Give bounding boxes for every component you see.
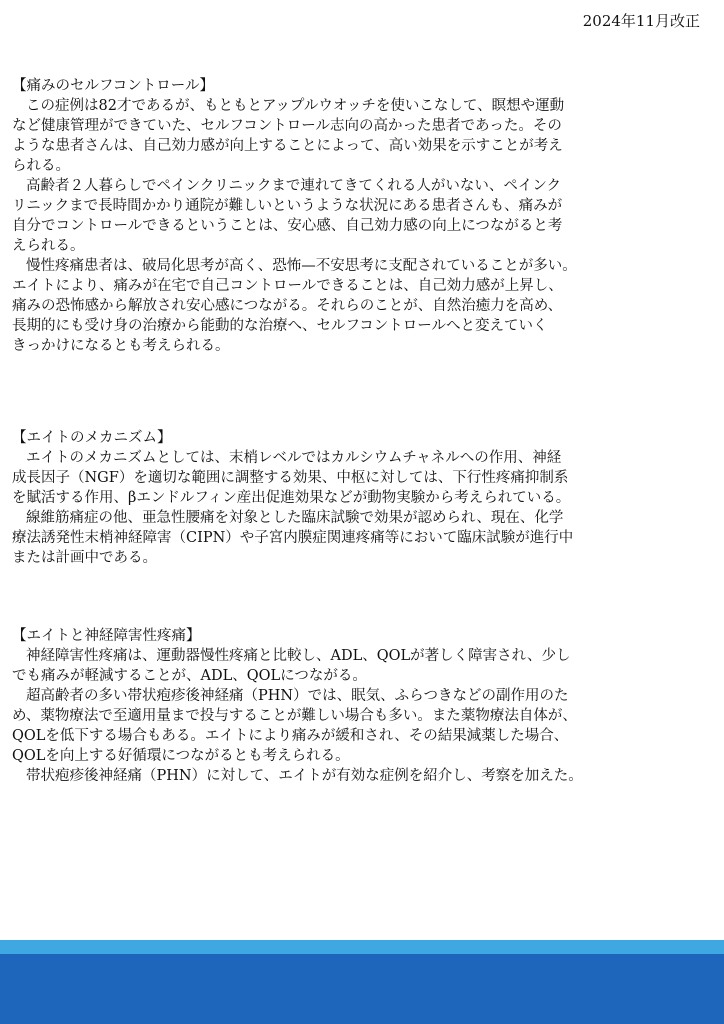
paragraph-line: 長期的にも受け身の治療から能動的な治療へ、セルフコントロールへと変えていく bbox=[12, 318, 548, 334]
paragraph-line: られる。 bbox=[12, 158, 70, 174]
footer-band bbox=[0, 940, 724, 1024]
paragraph-line: 帯状疱疹後神経痛（PHN）に対して、エイトが有効な症例を紹介し、考察を加えた。 bbox=[26, 768, 583, 784]
paragraph-line: QOLを低下する場合もある。エイトにより痛みが緩和され、その結果減薬した場合、 bbox=[12, 728, 569, 744]
paragraph-line: 療法誘発性末梢神経障害（CIPN）や子宮内膜症関連疼痛等において臨床試験が進行中 bbox=[12, 530, 574, 546]
paragraph-line: など健康管理ができていた、セルフコントロール志向の高かった患者であった。その bbox=[12, 118, 562, 134]
section-heading: 【エイトのメカニズム】 bbox=[12, 430, 172, 446]
section-heading: 【エイトと神経障害性疼痛】 bbox=[12, 628, 201, 644]
section-pain-self-control bbox=[12, 76, 716, 356]
revision-date: 2024年11月改正 bbox=[582, 12, 700, 30]
paragraph-line: 自分でコントロールできるということは、安心感、自己効力感の向上につながると考 bbox=[12, 218, 563, 234]
paragraph-line: QOLを向上する好循環につながるとも考えられる。 bbox=[12, 748, 350, 764]
paragraph-line: でも痛みが軽減することが、ADL、QOLにつながる。 bbox=[12, 668, 367, 684]
section-eight-mechanism bbox=[12, 428, 716, 568]
paragraph-line: ような患者さんは、自己効力感が向上することによって、高い効果を示すことが考え bbox=[12, 138, 563, 154]
paragraph-line: 痛みの恐怖感から解放され安心感につながる。それらのことが、自然治癒力を高め、 bbox=[12, 298, 563, 314]
section-eight-neuropathic-pain bbox=[12, 626, 716, 786]
paragraph-line: を賦活する作用、βエンドルフィン産出促進効果などが動物実験から考えられている。 bbox=[12, 490, 571, 506]
paragraph-line: きっかけになるとも考えられる。 bbox=[12, 338, 230, 354]
paragraph-line: 神経障害性疼痛は、運動器慢性疼痛と比較し、ADL、QOLが著しく障害され、少し bbox=[26, 648, 571, 664]
footer-stripe bbox=[0, 940, 724, 954]
section-heading: 【痛みのセルフコントロール】 bbox=[12, 78, 214, 94]
paragraph-line: め、薬物療法で至適用量まで投与することが難しい場合も多い。また薬物療法自体が、 bbox=[12, 708, 577, 724]
paragraph-line: 高齢者２人暮らしでペインクリニックまで連れてきてくれる人がいない、ペインク bbox=[26, 178, 562, 194]
paragraph-line: 成長因子（NGF）を適切な範囲に調整する効果、中枢に対しては、下行性疼痛抑制系 bbox=[12, 470, 569, 486]
paragraph-line: 慢性疼痛患者は、破局化思考が高く、恐怖—不安思考に支配されていることが多い。 bbox=[26, 258, 577, 274]
paragraph-line: 線維筋痛症の他、亜急性腰痛を対象とした臨床試験で効果が認められ、現在、化学 bbox=[26, 510, 564, 526]
paragraph-line: えられる。 bbox=[12, 238, 85, 254]
paragraph-line: または計画中である。 bbox=[12, 550, 157, 566]
paragraph-line: エイトにより、痛みが在宅で自己コントロールできることは、自己効力感が上昇し、 bbox=[12, 278, 563, 294]
paragraph-line: この症例は82才であるが、もともとアップルウオッチを使いこなして、瞑想や運動 bbox=[26, 98, 565, 114]
paragraph-line: リニックまで長時間かかり通院が難しいというような状況にある患者さんも、痛みが bbox=[12, 198, 563, 214]
paragraph-line: 超高齢者の多い帯状疱疹後神経痛（PHN）では、眠気、ふらつきなどの副作用のた bbox=[26, 688, 569, 704]
paragraph-line: エイトのメカニズムとしては、末梢レベルではカルシウムチャネルへの作用、神経 bbox=[26, 450, 562, 466]
